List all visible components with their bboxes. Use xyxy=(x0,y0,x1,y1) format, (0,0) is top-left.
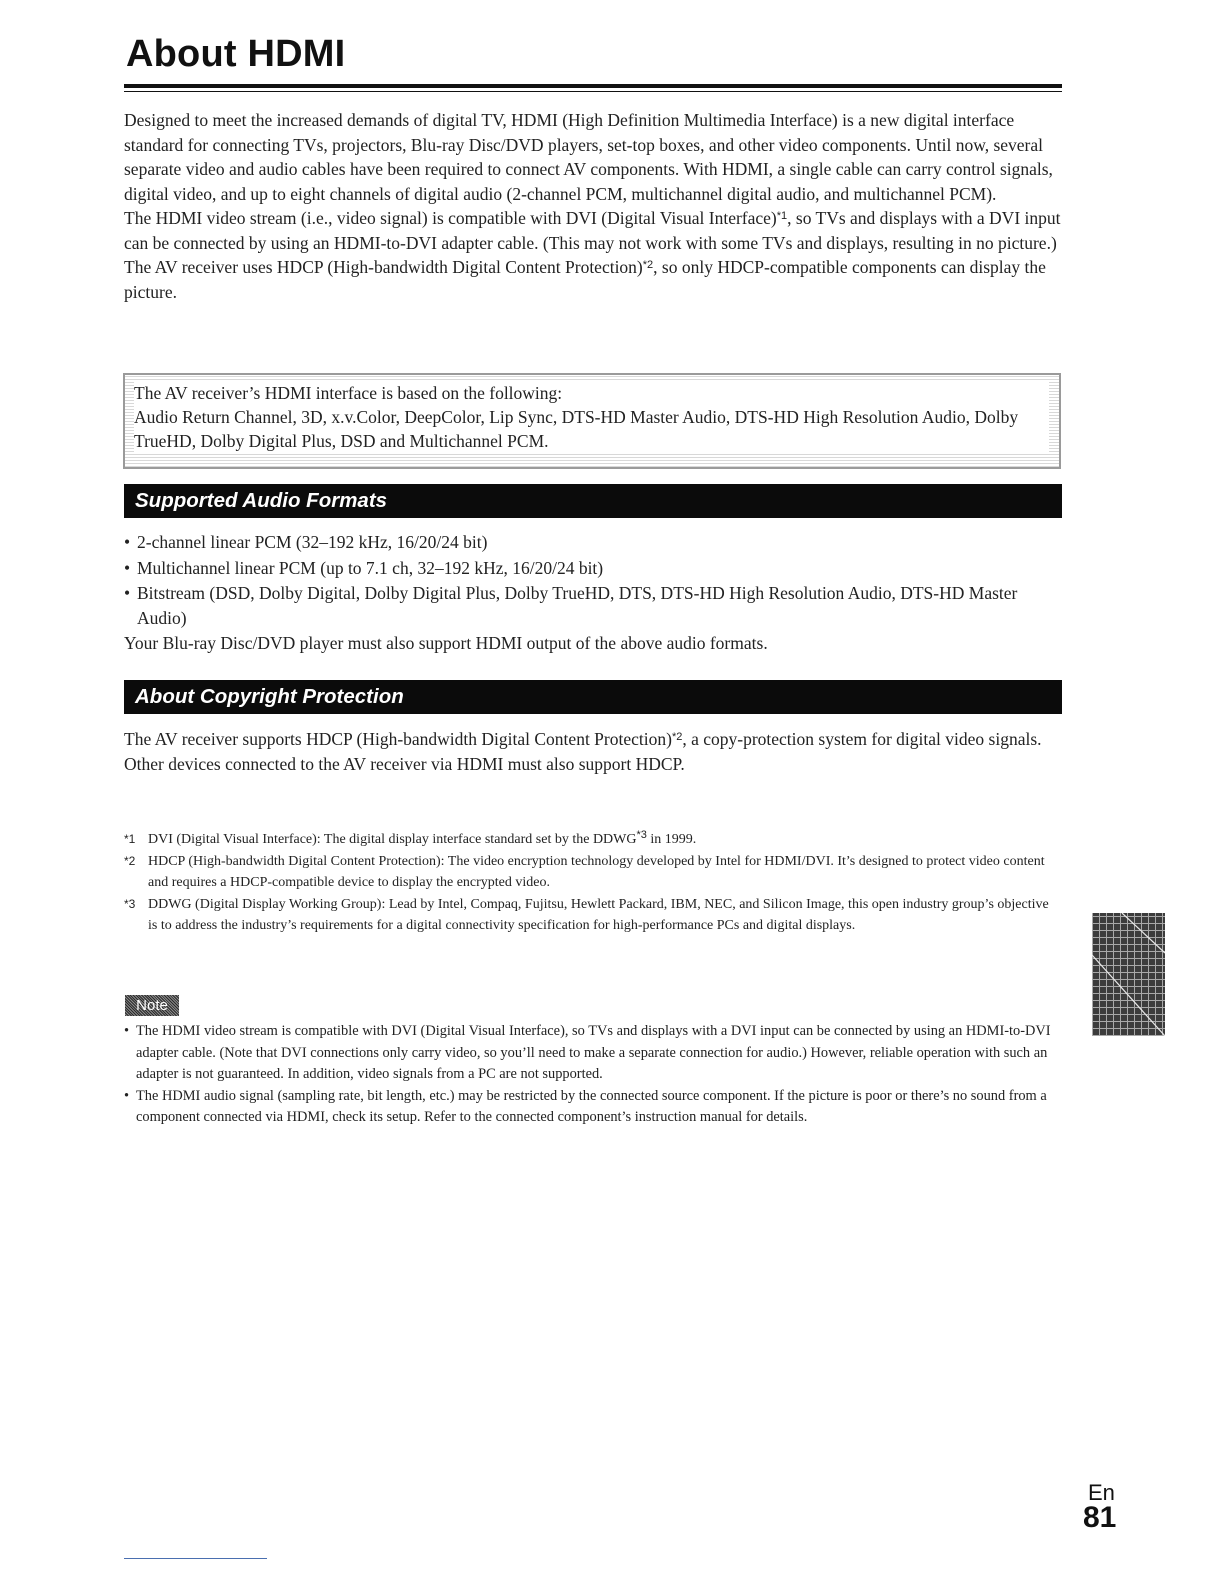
footnote-ref-1[interactable]: *1 xyxy=(776,210,788,222)
list-item: • Multichannel linear PCM (up to 7.1 ch, 32–192 kHz, 16/20/24 bit) xyxy=(124,556,1064,581)
notes-list xyxy=(124,1021,1060,1129)
hdmi-features-content xyxy=(134,381,1049,453)
hdmi-features-line-1: The AV receiver’s HDMI interface is based on the following: xyxy=(134,383,563,403)
intro-paragraph-3 xyxy=(124,255,1064,304)
intro-p2-text-b: , so TVs and displays with a DVI input can be connected by using an HDMI-to-DVI adapter cable. (This may not work with some TVs and displays, resulting in no picture.) xyxy=(124,208,1061,253)
footnote-text: DVI (Digital Visual Interface): The digital display interface standard set by the DDWG xyxy=(148,832,637,847)
note-badge: Note xyxy=(125,995,179,1016)
footnote-marker: *1 xyxy=(124,832,136,846)
title-rule-thick xyxy=(124,84,1062,88)
page-language: En xyxy=(1088,1480,1115,1505)
footnote-text: HDCP (High-bandwidth Digital Content Protection): The video encryption technology developed by Intel for HDMI/DVI. It’s designed to protect video content and requires a HDCP-compatible device to display the encrypted video. xyxy=(148,853,1045,890)
intro-paragraph-2 xyxy=(124,206,1064,255)
footnote-marker: *3 xyxy=(124,896,136,911)
hdmi-features-line-2: Audio Return Channel, 3D, x.v.Color, DeepColor, Lip Sync, DTS-HD Master Audio, DTS-HD High Resolution Audio, Dolby TrueHD, Dolby Digital Plus, DSD and Multichannel PCM. xyxy=(134,407,1019,451)
list-item: • The HDMI audio signal (sampling rate, bit length, etc.) may be restricted by the connected source component. If the picture is poor or there’s no sound from a component connected via HDMI, check its setup. Refer to the connected component’s instruction manual for details. xyxy=(124,1086,1060,1129)
intro-p2-text-a: The HDMI video stream (i.e., video signal) is compatible with DVI (Digital Visual Interface) xyxy=(124,208,777,228)
intro-p3-text-a: The AV receiver uses HDCP (High-bandwidth Digital Content Protection) xyxy=(124,257,643,277)
footnote-ref-2b[interactable]: *2 xyxy=(671,731,683,743)
footnotes-list xyxy=(124,829,1059,937)
footnote-text: DDWG (Digital Display Working Group): Lead by Intel, Compaq, Fujitsu, Hewlett Packard, IBM, NEC, and Silicon Image, this open industry group’s objective is to address the industry’s requirements for a digital connectivity specification for high-performance PCs and digital displays. xyxy=(148,896,1049,933)
footnote-ref-3[interactable]: *3 xyxy=(636,829,647,841)
section-heading-copyright: About Copyright Protection xyxy=(124,680,1062,714)
intro-paragraph-1: Designed to meet the increased demands of digital TV, HDMI (High Definition Multimedia Interface) is a new digital interface standard for connecting TVs, projectors, Blu-ray Disc/DVD players, set-top boxes, and other video components. Until now, several separate video and audio cables have been required to connect AV components. With HDMI, a single cable can carry control signals, digital video, and up to eight channels of digital audio (2-channel PCM, multichannel digital audio, and multichannel PCM). xyxy=(124,110,1053,204)
section-heading-audio-formats: Supported Audio Formats xyxy=(124,484,1062,518)
chapter-tab-icon xyxy=(1092,913,1165,1036)
copyright-text-a: The AV receiver supports HDCP (High-bandwidth Digital Content Protection) xyxy=(124,729,672,749)
footnote-ref-2[interactable]: *2 xyxy=(642,259,654,271)
intro-section xyxy=(124,108,1064,304)
audio-formats-list xyxy=(124,530,1064,631)
intro-p3-text-b: , so only HDCP-compatible components can display the picture. xyxy=(124,257,1046,302)
chapter-tab-diagonals xyxy=(1092,913,1165,1036)
copyright-text-b: , a copy-protection system for digital video signals. Other devices connected to the AV receiver via HDMI must also support HDCP. xyxy=(124,729,1042,774)
audio-formats-note: Your Blu-ray Disc/DVD player must also support HDMI output of the above audio formats. xyxy=(124,633,768,653)
footnote-item xyxy=(124,829,1059,851)
footnote-item xyxy=(124,894,1059,937)
page-title: About HDMI xyxy=(126,33,346,75)
copyright-paragraph xyxy=(124,727,1064,776)
list-item: • 2-channel linear PCM (32–192 kHz, 16/20/24 bit) xyxy=(124,530,1064,555)
footnote-text-tail: in 1999. xyxy=(646,832,697,847)
title-rule-thin xyxy=(124,91,1062,92)
page-number: 81 xyxy=(1083,1501,1117,1534)
list-item: • The HDMI video stream is compatible with DVI (Digital Visual Interface), so TVs and displays with a DVI input can be connected by using an HDMI-to-DVI adapter cable. (Note that DVI connections only carry video, so you’ll need to make a separate connection for audio.) However, reliable operation with such an adapter is not guaranteed. In addition, video signals from a PC are not supported. xyxy=(124,1021,1060,1086)
footnote-marker: *2 xyxy=(124,853,136,868)
bottom-rule xyxy=(124,1558,267,1559)
list-item: • Bitstream (DSD, Dolby Digital, Dolby Digital Plus, Dolby TrueHD, DTS, DTS-HD High Resolution Audio, DTS-HD Master Audio) xyxy=(124,581,1064,630)
footnote-item xyxy=(124,851,1059,894)
hdmi-features-box xyxy=(123,373,1061,469)
